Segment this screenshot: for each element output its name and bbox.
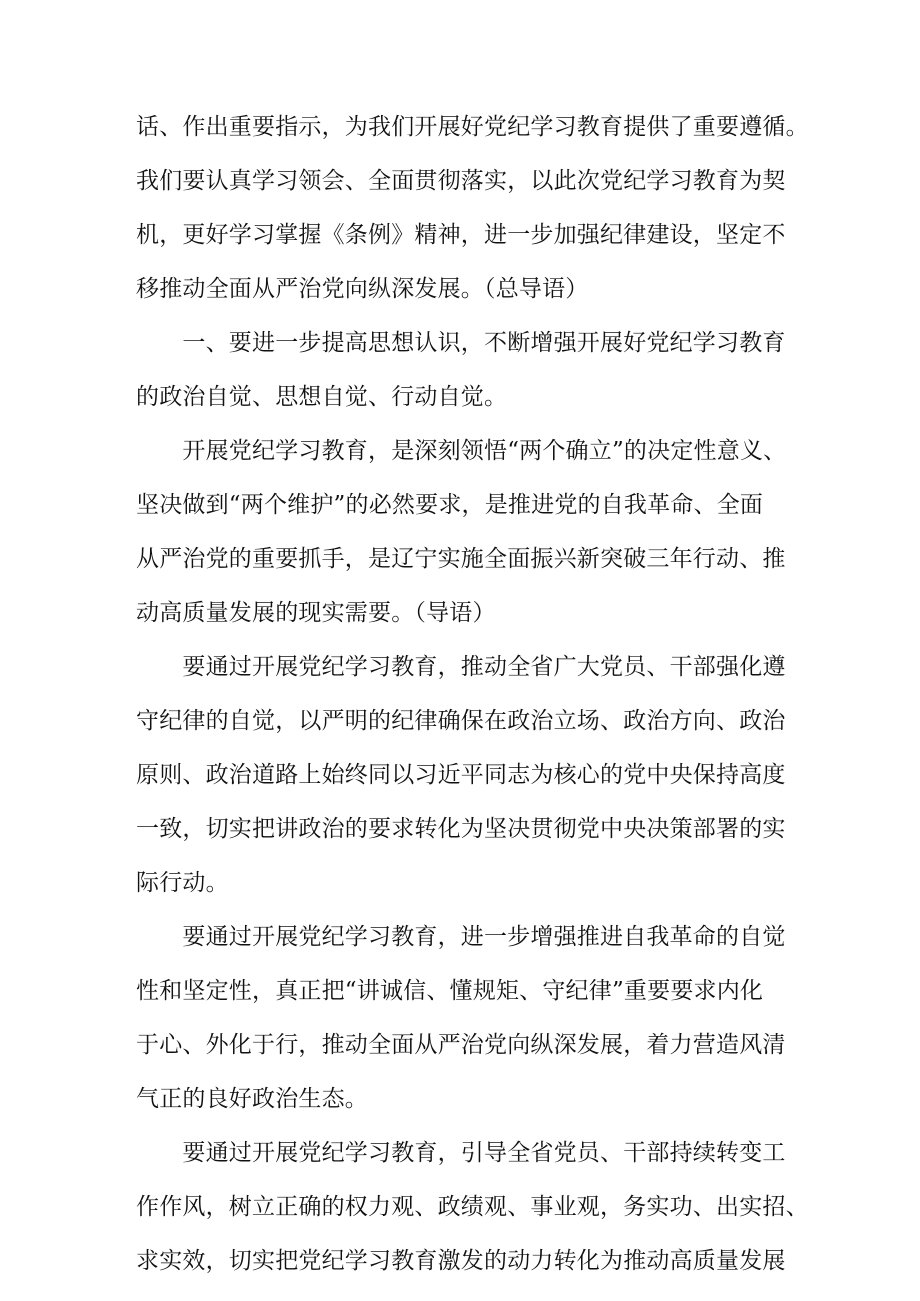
text-line: 移推动全面从严治党向纵深发展。（总导语） xyxy=(136,276,589,302)
text-line: 机，更好学习掌握《条例》精神，进一步加强纪律建设，坚定不 xyxy=(136,222,786,248)
text-line: 的政治自觉、思想自觉、行动自觉。 xyxy=(136,384,508,410)
text-line: 一、要进一步提高思想认识，不断增强开展好党纪学习教育 xyxy=(136,330,786,356)
text-line: 坚决做到“两个维护”的必然要求，是推进党的自我革命、全面 xyxy=(136,492,764,518)
text-line: 动高质量发展的现实需要。（导语） xyxy=(136,600,496,626)
text-line: 气正的良好政治生态。 xyxy=(136,1086,368,1112)
text-line: 话、作出重要指示，为我们开展好党纪学习教育提供了重要遵循。 xyxy=(136,114,809,140)
text-line: 性和坚定性，真正把“讲诚信、懂规矩、守纪律”重要要求内化 xyxy=(136,978,764,1004)
text-line: 求实效，切实把党纪学习教育激发的动力转化为推动高质量发展 xyxy=(136,1248,786,1274)
text-line: 要通过开展党纪学习教育，推动全省广大党员、干部强化遵 xyxy=(136,654,786,680)
text-line: 作作风，树立正确的权力观、政绩观、事业观，务实功、出实招、 xyxy=(136,1194,809,1220)
text-line: 际行动。 xyxy=(136,870,229,896)
text-line: 我们要认真学习领会、全面贯彻落实，以此次党纪学习教育为契 xyxy=(136,168,786,194)
text-line: 一致，切实把讲政治的要求转化为坚决贯彻党中央决策部署的实 xyxy=(136,816,786,842)
text-line: 守纪律的自觉，以严明的纪律确保在政治立场、政治方向、政治 xyxy=(136,708,786,734)
text-line: 从严治党的重要抓手，是辽宁实施全面振兴新突破三年行动、推 xyxy=(136,546,786,572)
text-line: 于心、外化于行，推动全面从严治党向纵深发展，着力营造风清 xyxy=(136,1032,786,1058)
text-line: 要通过开展党纪学习教育，进一步增强推进自我革命的自觉 xyxy=(136,924,786,950)
text-line: 开展党纪学习教育，是深刻领悟“两个确立”的决定性意义、 xyxy=(136,438,787,464)
text-line: 原则、政治道路上始终同以习近平同志为核心的党中央保持高度 xyxy=(136,762,786,788)
text-line: 要通过开展党纪学习教育，引导全省党员、干部持续转变工 xyxy=(136,1140,786,1166)
